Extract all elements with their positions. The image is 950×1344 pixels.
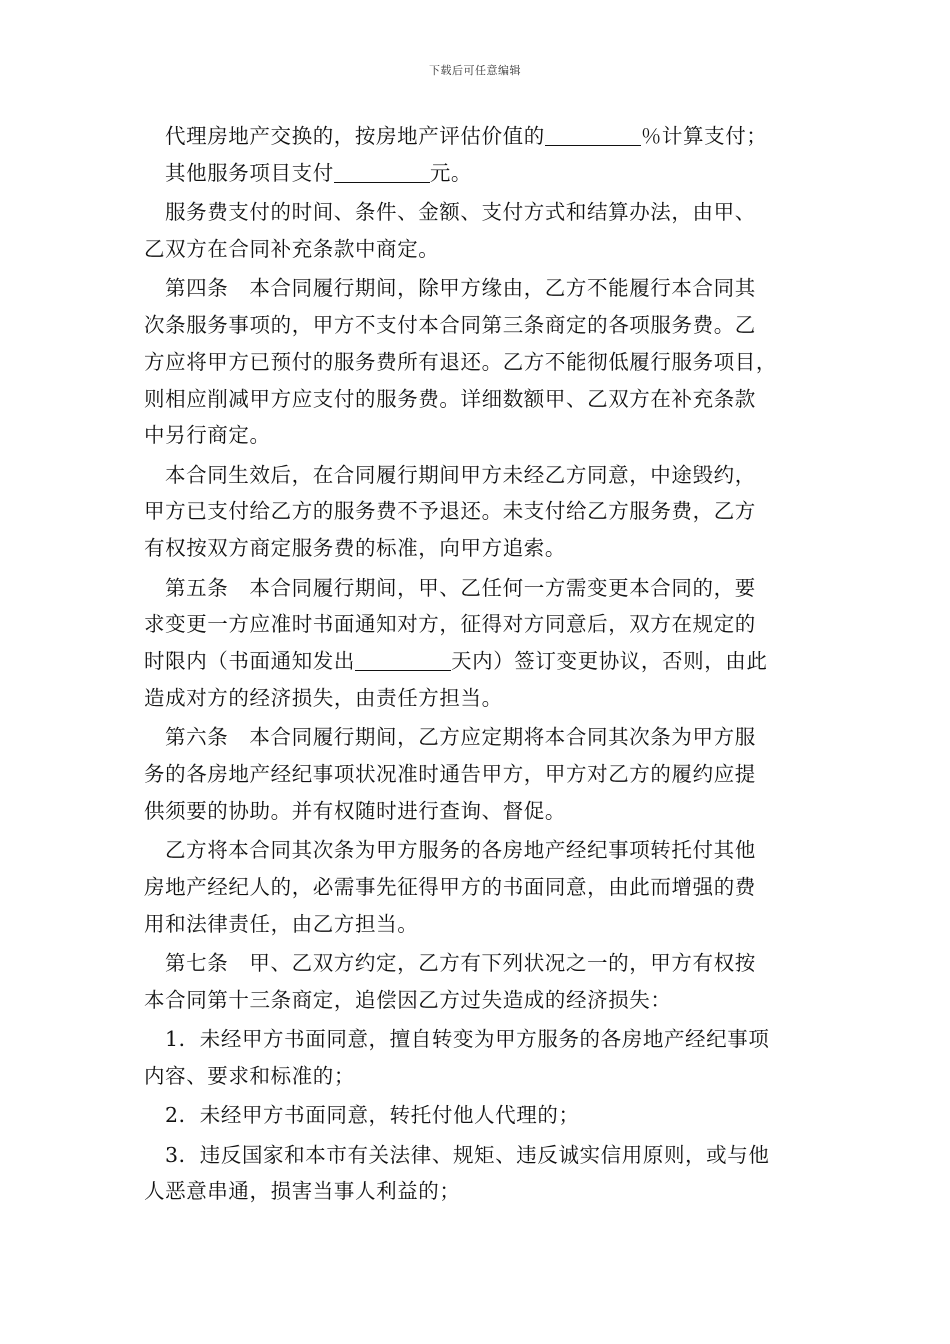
text-line: 中另行商定。: [144, 423, 271, 448]
fill-in-blank: [355, 650, 451, 671]
text-line: 乙双方在合同补充条款中商定。: [144, 236, 440, 261]
text-line: 3．违反国家和本市有关法律、规矩、违反诚实信用原则，或与他: [165, 1142, 770, 1167]
text-line: 人恶意串通，损害当事人利益的；: [144, 1179, 461, 1204]
text-line: 第四条 本合同履行期间，除甲方缘由，乙方不能履行本合同其: [165, 276, 756, 301]
text-line: 有权按双方商定服务费的标准，向甲方追索。: [144, 536, 566, 561]
text-line: 次条服务事项的，甲方不支付本合同第三条商定的各项服务费。乙: [144, 312, 756, 337]
fill-in-blank: [545, 125, 641, 146]
text-line: 造成对方的经济损失，由责任方担当。: [144, 685, 503, 710]
text-line: 服务费支付的时间、条件、金额、支付方式和结算办法，由甲、: [165, 200, 756, 225]
text-line: 求变更一方应准时书面通知对方，征得对方同意后，双方在规定的: [144, 612, 756, 637]
text-line: 方应将甲方已预付的服务费所有退还。乙方不能彻低履行服务项目，: [144, 349, 777, 374]
text-line: 代理房地产交换的，按房地产评估价值的 ％计算支付；: [165, 124, 768, 148]
text-line: 2．未经甲方书面同意，转托付他人代理的；: [165, 1103, 580, 1128]
text-line: 第五条 本合同履行期间，甲、乙任何一方需变更本合同的，要: [165, 575, 756, 600]
text-line: 房地产经纪人的，必需事先征得甲方的书面同意，由此而增强的费: [144, 874, 756, 899]
text-line: 时限内（书面通知发出 天内）签订变更协议，否则，由此: [144, 649, 768, 674]
text-line: 甲方已支付给乙方的服务费不予退还。未支付给乙方服务费，乙方: [144, 499, 756, 524]
text-line: 本合同生效后，在合同履行期间甲方未经乙方同意，中途毁约，: [165, 462, 756, 487]
text-line: 则相应削减甲方应支付的服务费。详细数额甲、乙双方在补充条款: [144, 386, 756, 411]
text-line: 用和法律责任，由乙方担当。: [144, 911, 419, 936]
text-line: 务的各房地产经纪事项状况准时通告甲方，甲方对乙方的履约应提: [144, 762, 756, 787]
text-line: 供须要的协助。并有权随时进行查询、督促。: [144, 798, 566, 823]
page-header-note: 下载后可任意编辑: [429, 64, 521, 77]
text-line: 1．未经甲方书面同意，擅自转变为甲方服务的各房地产经纪事项: [165, 1027, 770, 1052]
text-line: 乙方将本合同其次条为甲方服务的各房地产经纪事项转托付其他: [165, 838, 756, 863]
document-body: [144, 118, 808, 1210]
text-line: 其他服务项目支付 元。: [165, 160, 473, 185]
text-line: 第七条 甲、乙双方约定，乙方有下列状况之一的，甲方有权按: [165, 951, 756, 976]
text-line: 第六条 本合同履行期间，乙方应定期将本合同其次条为甲方服: [165, 725, 756, 750]
text-line: 内容、要求和标准的；: [144, 1063, 355, 1088]
fill-in-blank: [334, 162, 430, 183]
text-line: 本合同第十三条商定，追偿因乙方过失造成的经济损失：: [144, 987, 672, 1012]
